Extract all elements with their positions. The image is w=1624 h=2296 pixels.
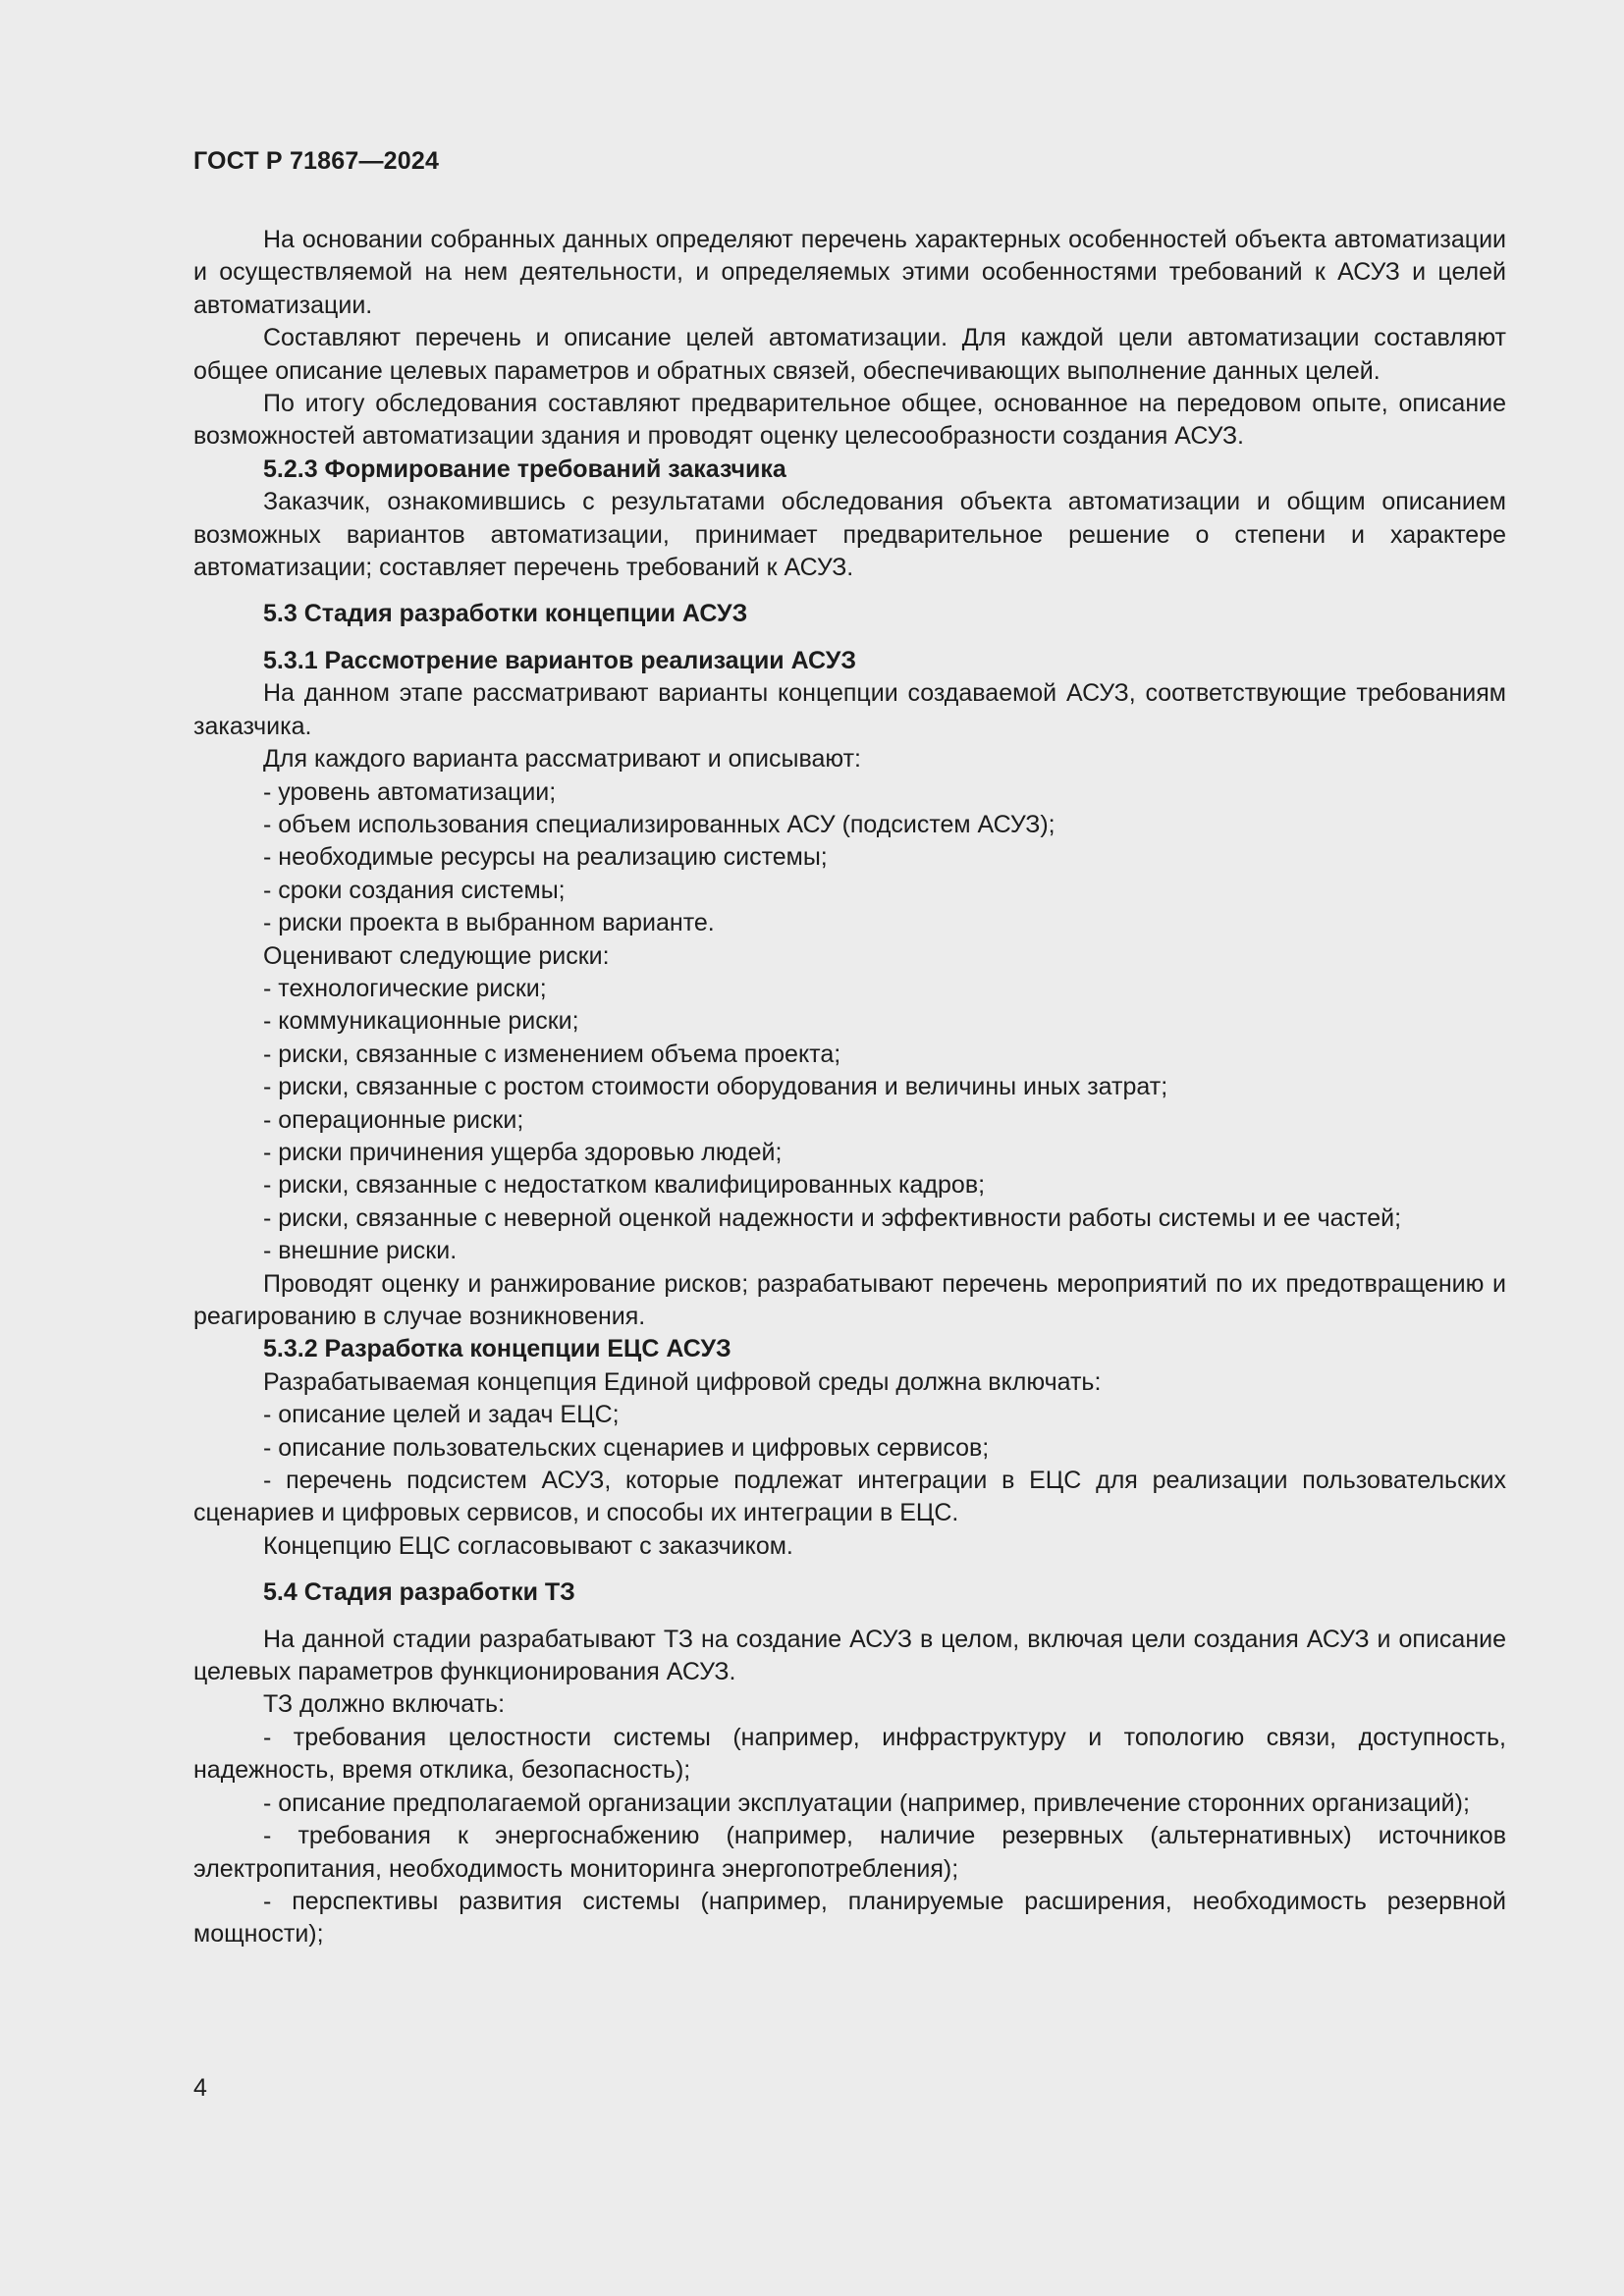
paragraph: Разрабатываемая концепция Единой цифровой среды должна включать:: [263, 1367, 1102, 1396]
list-item: - перечень подсистем АСУЗ, которые подлежат интеграции в ЕЦС для реализации пользовательских сценариев и цифровых сервисов, и способы их интеграции в ЕЦС.: [193, 1467, 1506, 1527]
section-heading-5-3: 5.3 Стадия разработки концепции АСУЗ: [263, 600, 748, 628]
list-item: - риски, связанные с ростом стоимости оборудования и величины иных затрат;: [263, 1073, 1168, 1101]
list-item: - описание предполагаемой организации эксплуатации (например, привлечение сторонних организаций);: [263, 1789, 1470, 1817]
paragraph: На данном этапе рассматривают варианты концепции создаваемой АСУЗ, соответствующие требованиям заказчика.: [193, 679, 1506, 740]
list-item: - риски, связанные с недостатком квалифицированных кадров;: [263, 1171, 986, 1200]
list-item: - необходимые ресурсы на реализацию системы;: [263, 843, 828, 872]
list-item: - риски проекта в выбранном варианте.: [263, 909, 715, 937]
list-item: - требования целостности системы (например, инфраструктуру и топологию связи, доступность, надежность, время отклика, безопасность);: [193, 1723, 1506, 1785]
list-item: - требования к энергоснабжению (например, наличие резервных (альтернативных) источников электропитания, необходимость мониторинга энергопотребления);: [193, 1822, 1506, 1883]
list-item: - коммуникационные риски;: [263, 1007, 579, 1036]
list-item: - технологические риски;: [263, 974, 547, 1002]
page-number: 4: [193, 2074, 207, 2102]
list-item: - сроки создания системы;: [263, 876, 566, 904]
list-item: - риски причинения ущерба здоровью людей;: [263, 1138, 783, 1166]
list-item: - операционные риски;: [263, 1105, 524, 1134]
section-heading-5-3-1: 5.3.1 Рассмотрение вариантов реализации АСУЗ: [263, 646, 856, 674]
paragraph: На основании собранных данных определяют перечень характерных особенностей объекта автоматизации и осуществляемой на нем деятельности, и определяемых этими особенностями требований к АСУЗ и целей автоматизации.: [193, 226, 1506, 319]
list-item: - описание целей и задач ЕЦС;: [263, 1401, 620, 1429]
list-item: - внешние риски.: [263, 1237, 458, 1265]
paragraph: Проводят оценку и ранжирование рисков; разрабатывают перечень мероприятий по их предотвращению и реагированию в случае возникновения.: [193, 1269, 1506, 1330]
paragraph: Оценивают следующие риски:: [263, 941, 610, 970]
paragraph: ТЗ должно включать:: [263, 1690, 506, 1719]
list-item: - описание пользовательских сценариев и цифровых сервисов;: [263, 1433, 990, 1462]
paragraph: Для каждого варианта рассматривают и описывают:: [263, 745, 861, 774]
paragraph: По итогу обследования составляют предварительное общее, основанное на передовом опыте, описание возможностей автоматизации здания и проводят оценку целесообразности создания АСУЗ.: [193, 390, 1506, 451]
list-item: - риски, связанные с неверной оценкой надежности и эффективности работы системы и ее частей;: [263, 1203, 1402, 1232]
list-item: - риски, связанные с изменением объема проекта;: [263, 1040, 841, 1068]
section-heading-5-3-2: 5.3.2 Разработка концепции ЕЦС АСУЗ: [263, 1335, 731, 1363]
paragraph: Концепцию ЕЦС согласовывают с заказчиком.: [263, 1531, 793, 1560]
section-heading-5-2-3: 5.2.3 Формирование требований заказчика: [263, 454, 786, 483]
paragraph: Заказчик, ознакомившись с результатами обследования объекта автоматизации и общим описанием возможных вариантов автоматизации, принимает предварительное решение о степени и характере автоматизации; составляет перечень требований к АСУЗ.: [193, 488, 1506, 582]
paragraph: Составляют перечень и описание целей автоматизации. Для каждой цели автоматизации составляют общее описание целевых параметров и обратных связей, обеспечивающих выполнение данных целей.: [193, 324, 1506, 385]
paragraph: На данной стадии разрабатывают ТЗ на создание АСУЗ в целом, включая цели создания АСУЗ и описание целевых параметров функционирования АСУЗ.: [193, 1625, 1506, 1686]
list-item: - перспективы развития системы (например, планируемые расширения, необходимость резервной мощности);: [193, 1887, 1506, 1949]
list-item: - объем использования специализированных АСУ (подсистем АСУЗ);: [263, 810, 1056, 838]
document-body: [193, 224, 1506, 1951]
list-item: - уровень автоматизации;: [263, 777, 557, 806]
document-header: ГОСТ Р 71867—2024: [193, 147, 440, 175]
section-heading-5-4: 5.4 Стадия разработки ТЗ: [263, 1578, 575, 1607]
